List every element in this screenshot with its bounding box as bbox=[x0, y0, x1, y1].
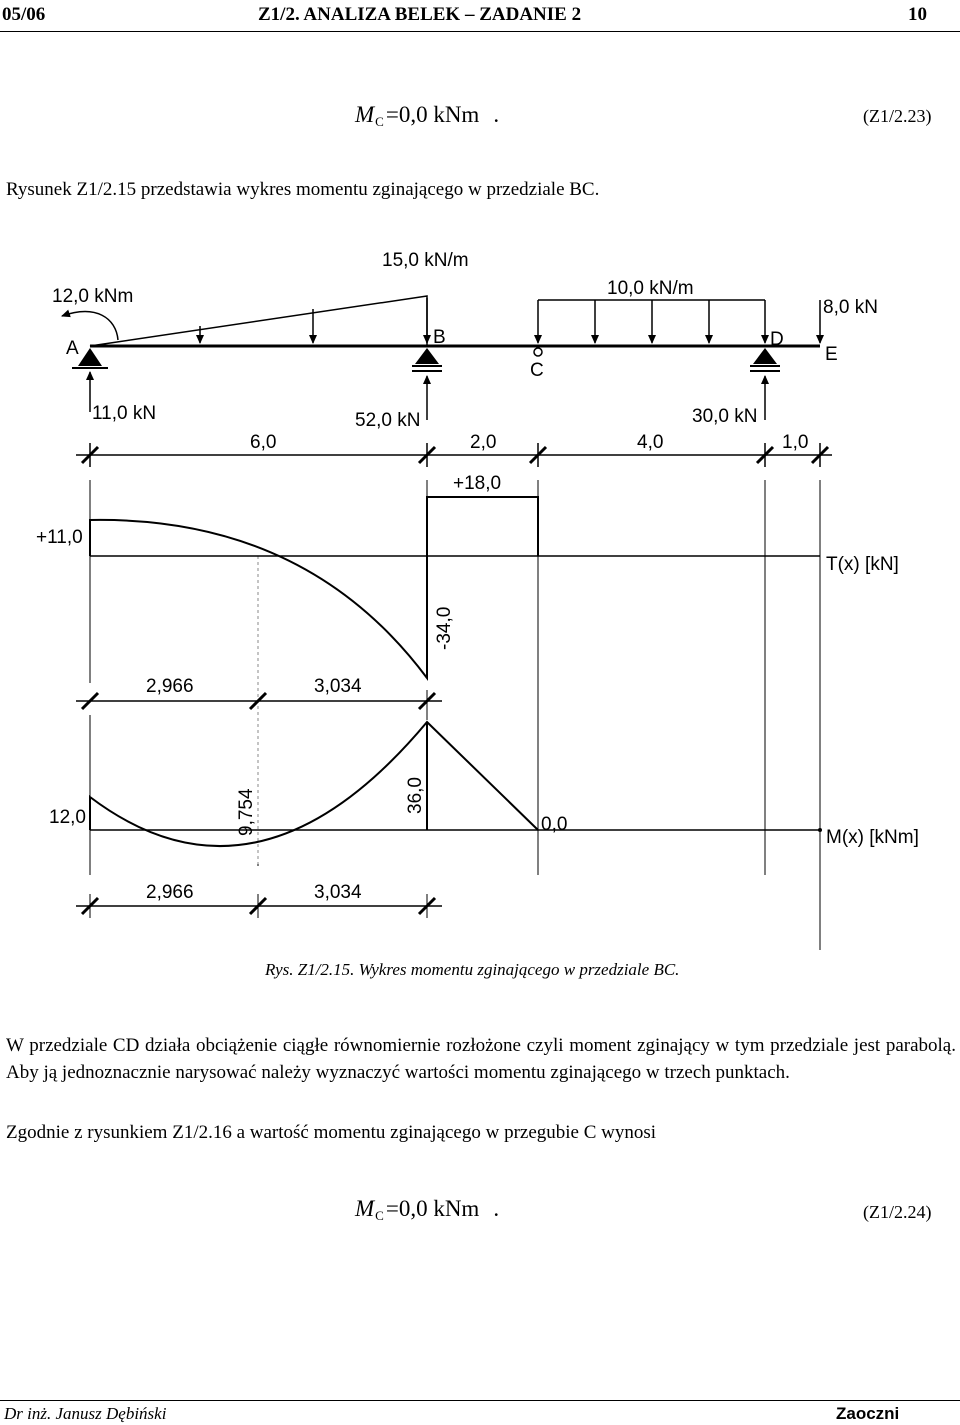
point-c-label: C bbox=[530, 360, 544, 381]
point-b-label: B bbox=[433, 327, 446, 348]
moment-distance-1: 2,966 bbox=[146, 882, 194, 903]
shear-distance-1: 2,966 bbox=[146, 676, 194, 697]
footer-rule bbox=[0, 1400, 960, 1401]
shear-value-bc: +18,0 bbox=[453, 473, 502, 494]
point-force-label: 8,0 kN bbox=[823, 297, 878, 318]
moment-value-c: 0,0 bbox=[541, 814, 568, 835]
equation-z1-2-24: $M_C=0,0$ kNm . bbox=[355, 1196, 500, 1223]
footer-section: Zaoczni bbox=[836, 1404, 900, 1423]
triangular-load-label: 15,0 kN/m bbox=[382, 250, 469, 271]
paragraph-hinge-c: Zgodnie z rysunkiem Z1/2.16 a wartość momentu zginającego w przegubie C wynosi bbox=[6, 1122, 657, 1143]
moment-diagram bbox=[49, 722, 919, 918]
header-date: 05/06 bbox=[2, 4, 46, 25]
paragraph-cd-interval: W przedziale CD działa obciążenie ciągłe równomiernie rozłożone czyli moment zginający w tym przedziale jest parabolą. Aby ją jednoznacznie narysować należy wyznaczyć wartości momentu zginającego w trzech punktach. bbox=[6, 1035, 956, 1083]
span-cd-label: 4,0 bbox=[637, 432, 664, 453]
figure-caption: Rys. Z1/2.15. Wykres momentu zginającego w przedziale BC. bbox=[265, 960, 680, 979]
uniform-load-label: 10,0 kN/m bbox=[607, 278, 694, 299]
span-bc-label: 2,0 bbox=[470, 432, 497, 453]
equation-number-1: (Z1/2.23) bbox=[863, 106, 932, 126]
moment-arrow bbox=[62, 312, 118, 340]
equation-z1-2-23: $M_C=0,0$ kNm . bbox=[355, 102, 500, 129]
reaction-d-label: 30,0 kN bbox=[692, 406, 758, 427]
span-ab-label: 6,0 bbox=[250, 432, 277, 453]
hinge-c bbox=[534, 348, 542, 356]
header-page-number: 10 bbox=[908, 4, 927, 25]
span-de-label: 1,0 bbox=[782, 432, 809, 453]
reaction-a-label: 11,0 kN bbox=[92, 403, 157, 424]
moment-curve bbox=[90, 722, 538, 846]
moment-value-min: 9,754 bbox=[236, 788, 257, 836]
support-d bbox=[753, 348, 777, 364]
header-title: Z1/2. ANALIZA BELEK – ZADANIE 2 bbox=[258, 4, 582, 25]
point-e-label: E bbox=[825, 344, 838, 365]
span-dimensions bbox=[76, 432, 832, 467]
beam-scheme bbox=[52, 250, 878, 431]
equation-number-2: (Z1/2.24) bbox=[863, 1202, 932, 1222]
reaction-b-label: 52,0 kN bbox=[355, 410, 421, 431]
moment-distance-2: 3,034 bbox=[314, 882, 362, 903]
shear-diagram bbox=[36, 473, 899, 709]
guide-lines bbox=[90, 480, 820, 950]
footer-author: Dr inż. Janusz Dębiński bbox=[4, 1404, 167, 1423]
moment-value-b: 36,0 bbox=[405, 777, 426, 814]
intro-paragraph: Rysunek Z1/2.15 przedstawia wykres momentu zginającego w przedziale BC. bbox=[6, 179, 600, 200]
point-a-label: A bbox=[66, 338, 79, 359]
moment-value-a: 12,0 bbox=[49, 807, 86, 828]
support-a bbox=[78, 348, 102, 366]
point-d-label: D bbox=[770, 329, 784, 350]
shear-diagram-label: T(x) [kN] bbox=[826, 554, 899, 575]
moment-diagram-label: M(x) [kNm] bbox=[826, 827, 919, 848]
moment-load-label: 12,0 kNm bbox=[52, 286, 134, 307]
shear-curve bbox=[90, 497, 538, 678]
shear-value-a: +11,0 bbox=[36, 527, 83, 548]
support-b bbox=[415, 348, 439, 364]
shear-distance-2: 3,034 bbox=[314, 676, 362, 697]
shear-value-b: -34,0 bbox=[434, 606, 455, 650]
triangular-load bbox=[90, 296, 427, 346]
